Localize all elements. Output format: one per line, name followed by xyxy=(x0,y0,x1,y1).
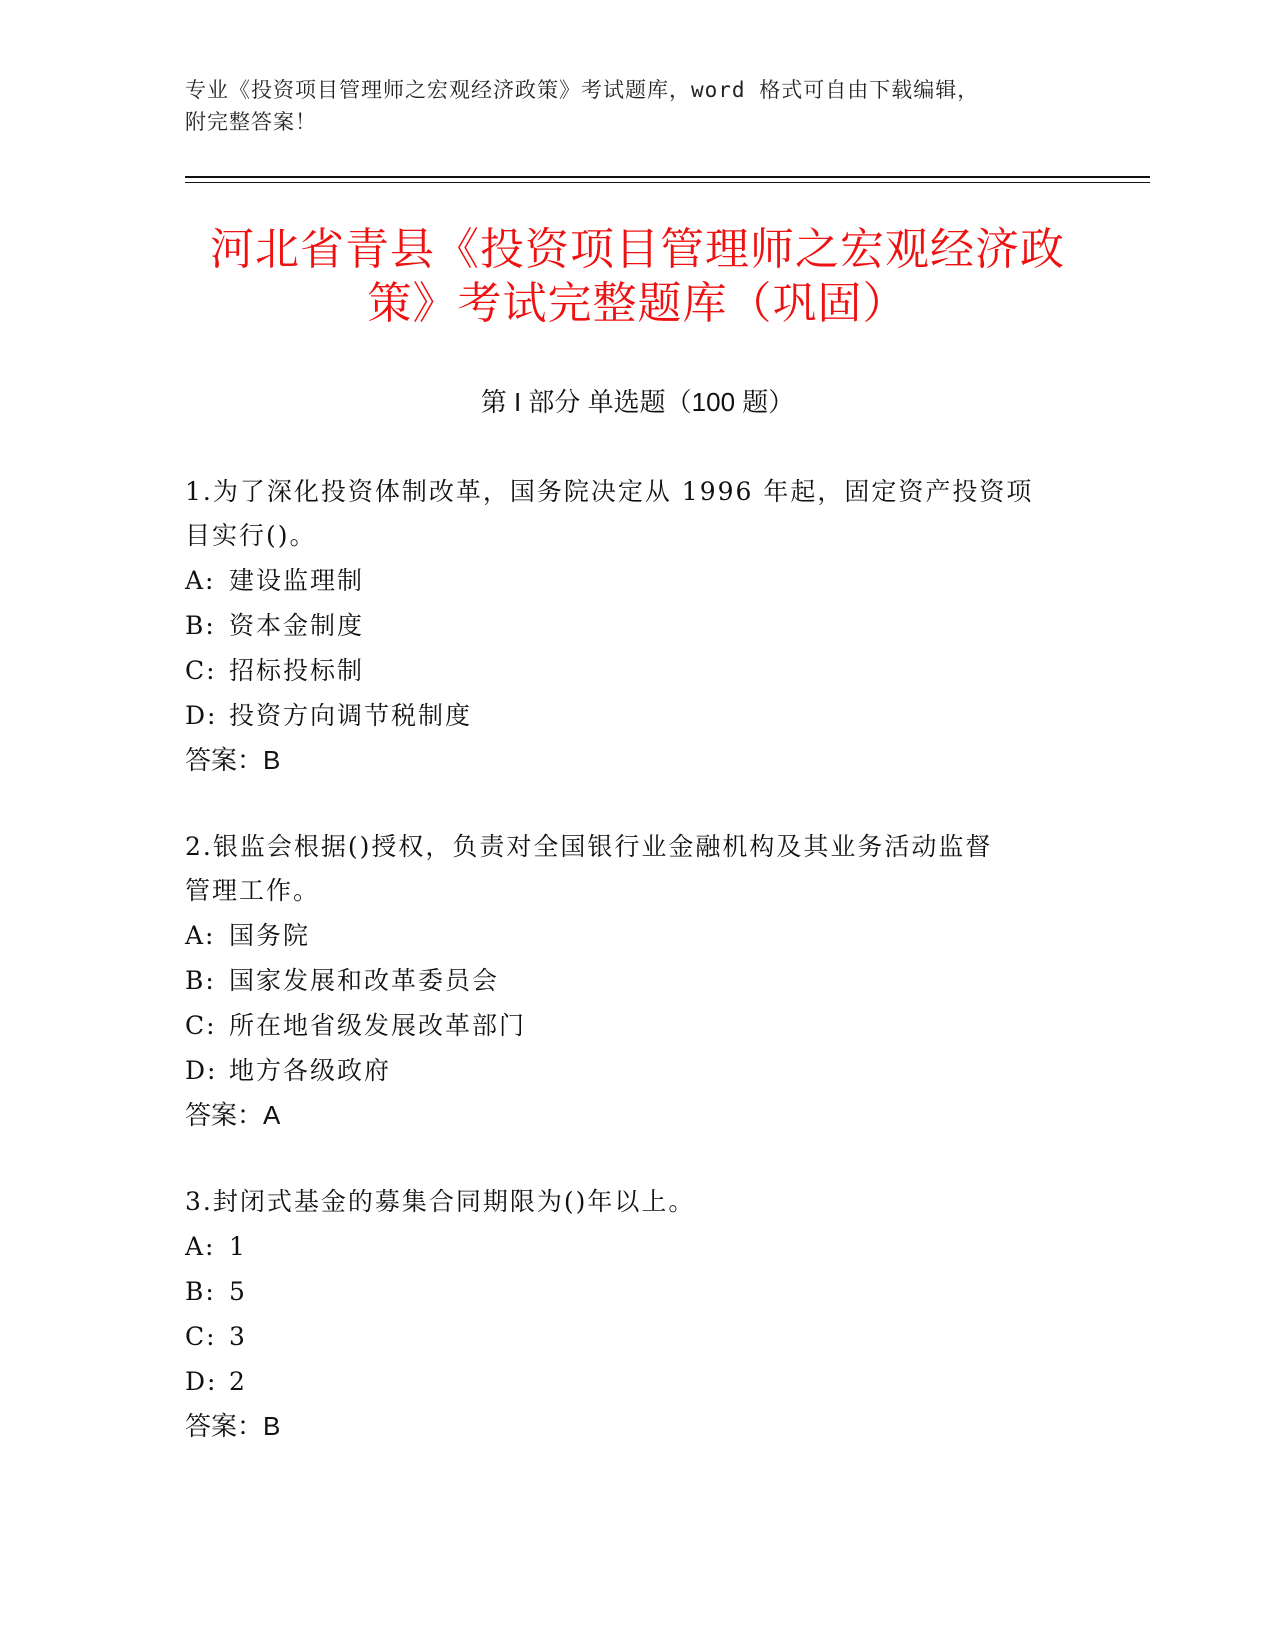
section-heading: 第 I 部分 单选题（100 题） xyxy=(480,387,795,417)
answer-line: 答案：A xyxy=(185,1100,281,1130)
option-text: 国务院 xyxy=(229,921,311,950)
answer-line: 答案：B xyxy=(185,745,281,775)
option-key: A: xyxy=(185,566,216,595)
option-text: 投资方向调节税制度 xyxy=(229,701,473,730)
option-d xyxy=(185,1359,1065,1404)
option-key: D: xyxy=(185,701,218,730)
question-list xyxy=(185,470,1065,1491)
option-d xyxy=(185,1048,1065,1093)
option-key: B: xyxy=(185,1277,216,1306)
option-text: 地方各级政府 xyxy=(229,1056,392,1085)
option-text: 招标投标制 xyxy=(229,656,365,685)
intro-text xyxy=(185,74,1065,138)
question-1 xyxy=(185,470,1065,782)
option-a xyxy=(185,913,1065,958)
option-text: 1 xyxy=(229,1232,247,1261)
question-2 xyxy=(185,825,1065,1137)
header-divider-thick xyxy=(185,176,1150,178)
option-key: C: xyxy=(185,1322,217,1351)
option-key: C: xyxy=(185,656,217,685)
option-text: 3 xyxy=(229,1322,247,1351)
question-stem-line: 3.封闭式基金的募集合同期限为()年以上。 xyxy=(185,1187,696,1216)
option-c xyxy=(185,648,1065,693)
title-line-1: 河北省青县《投资项目管理师之宏观经济政 xyxy=(210,224,1065,275)
question-3 xyxy=(185,1180,1065,1448)
document-title xyxy=(185,223,1090,331)
option-d xyxy=(185,693,1065,738)
title-line-2: 策》考试完整题库（巩固） xyxy=(367,278,908,329)
option-key: B: xyxy=(185,611,216,640)
question-stem-line: 管理工作。 xyxy=(185,876,321,905)
option-text: 所在地省级发展改革部门 xyxy=(229,1011,527,1040)
option-b xyxy=(185,1269,1065,1314)
option-key: C: xyxy=(185,1011,217,1040)
option-key: B: xyxy=(185,966,216,995)
header-divider-thin xyxy=(185,182,1150,183)
option-a xyxy=(185,1224,1065,1269)
question-stem xyxy=(185,470,1065,558)
option-key: D: xyxy=(185,1056,218,1085)
option-b xyxy=(185,958,1065,1003)
option-key: A: xyxy=(185,1232,216,1261)
option-text: 2 xyxy=(229,1367,247,1396)
question-stem xyxy=(185,1180,1065,1224)
intro-line-2: 附完整答案！ xyxy=(185,110,317,134)
option-text: 5 xyxy=(229,1277,247,1306)
question-stem xyxy=(185,825,1065,913)
question-stem-line: 2.银监会根据()授权，负责对全国银行业金融机构及其业务活动监督 xyxy=(185,832,993,861)
answer-line: 答案：B xyxy=(185,1411,281,1441)
option-text: 资本金制度 xyxy=(229,611,365,640)
question-stem-line: 目实行()。 xyxy=(185,521,317,550)
option-c xyxy=(185,1314,1065,1359)
option-text: 国家发展和改革委员会 xyxy=(229,966,500,995)
option-a xyxy=(185,558,1065,603)
option-b xyxy=(185,603,1065,648)
option-c xyxy=(185,1003,1065,1048)
option-key: D: xyxy=(185,1367,218,1396)
option-key: A: xyxy=(185,921,216,950)
question-stem-line: 1.为了深化投资体制改革，国务院决定从 1996 年起，固定资产投资项 xyxy=(185,477,1034,506)
intro-line-1: 专业《投资项目管理师之宏观经济政策》考试题库，word 格式可自由下载编辑， xyxy=(185,78,980,102)
option-text: 建设监理制 xyxy=(229,566,365,595)
